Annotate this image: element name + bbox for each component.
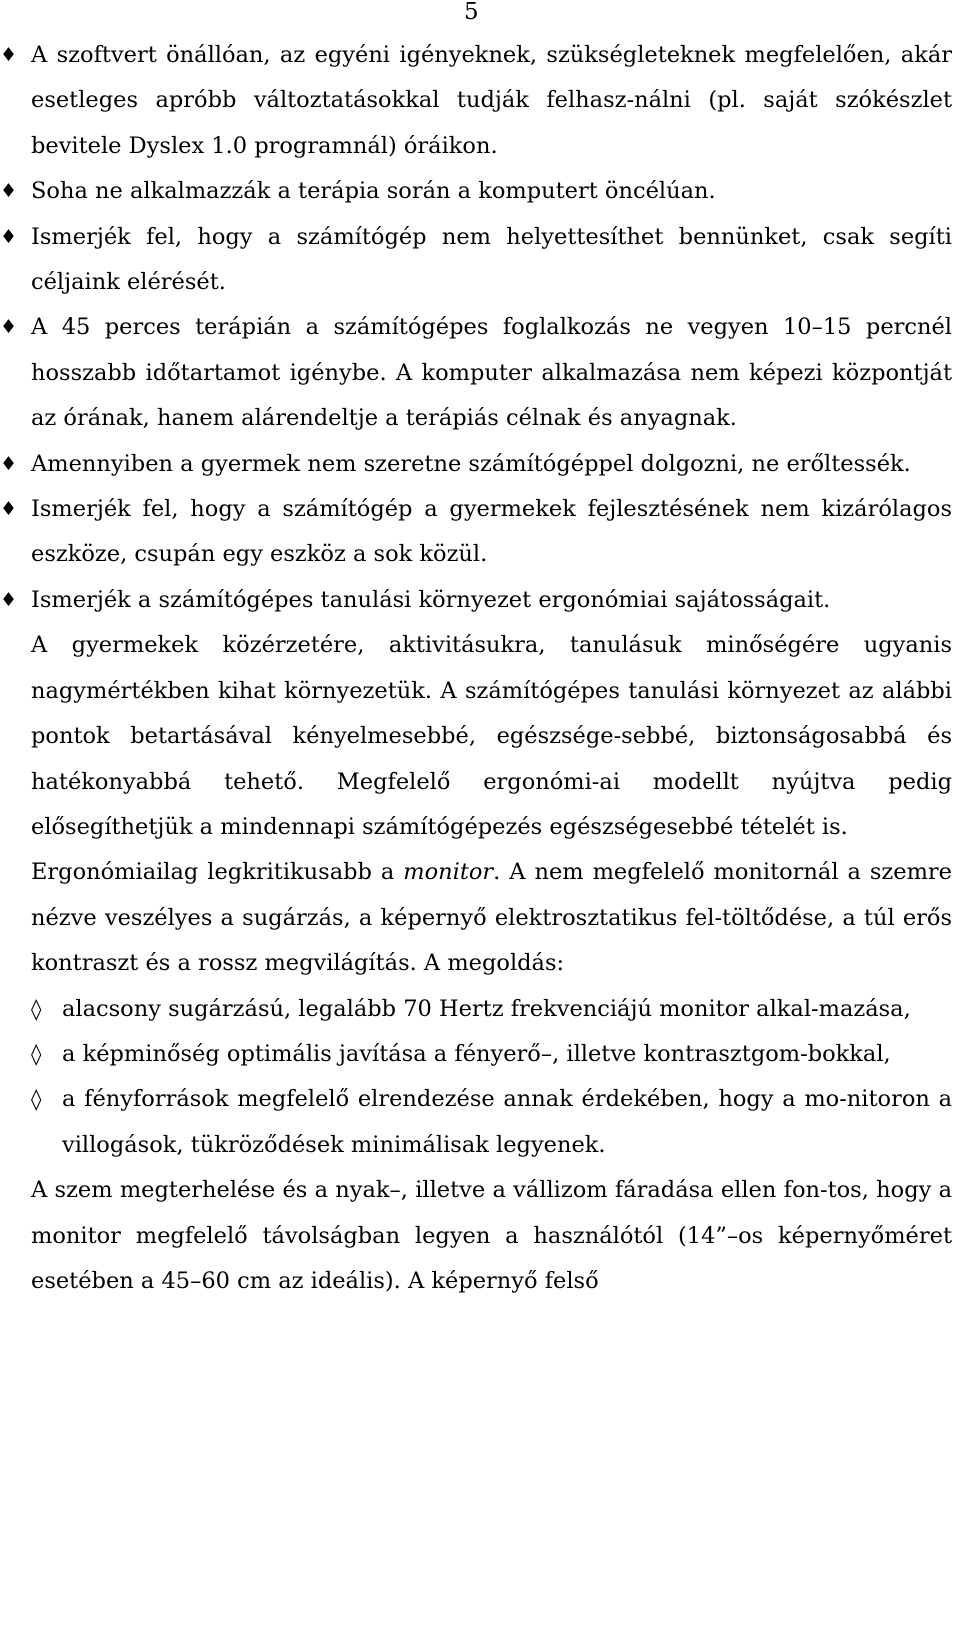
bullet-item: [0, 33, 952, 169]
white-diamond-icon: ◊: [31, 996, 42, 1021]
bullet-item: [0, 215, 952, 306]
solution-text: a képminőség optimális javítása a fényerő–, illetve kontrasztgom-bokkal,: [62, 1040, 891, 1067]
solution-item: [0, 987, 952, 1032]
document-body: [0, 33, 952, 1304]
white-diamond-icon: ◊: [31, 1041, 42, 1066]
solution-item: [0, 1032, 952, 1077]
bullet-text: A szoftvert önállóan, az egyéni igényeknek, szükségleteknek megfelelően, akár esetleges apróbb változtatásokkal tudják felhasz-nálni (pl. saját szókészlet bevitele Dyslex 1.0 programnál) óráikon.: [31, 42, 952, 159]
paragraph-monitor: [0, 850, 952, 986]
bullet-text: Ismerjék fel, hogy a számítógép a gyermekek fejlesztésének nem kizárólagos eszköze, csupán egy eszköz a sok közül.: [31, 496, 952, 568]
bullet-text: Ismerjék fel, hogy a számítógép nem helyettesíthet bennünket, csak segíti céljaink elérését.: [31, 223, 952, 296]
bullet-item: [0, 578, 952, 623]
bullet-text: Ismerjék a számítógépes tanulási környezet ergonómiai sajátosságait.: [31, 586, 831, 613]
solution-text: alacsony sugárzású, legalább 70 Hertz frekvenciájú monitor alkal-mazása,: [62, 995, 911, 1022]
black-diamond-icon: ♦: [0, 316, 18, 339]
paragraph-monitor-end: . A nem megfelelő monitornál a szemre nézve veszélyes a sugárzás, a képernyő elektrosztatikus fel-töltődése, a túl erős kontraszt és a rossz megvilágítás. A megoldás:: [31, 859, 952, 977]
page-number: 5: [464, 0, 479, 25]
monitor-emphasis: monitor: [403, 859, 494, 886]
bullet-text: Amennyiben a gyermek nem szeretne számítógéppel dolgozni, ne erőltessék.: [31, 450, 911, 477]
white-diamond-icon: ◊: [31, 1087, 42, 1112]
black-diamond-icon: ♦: [0, 452, 18, 475]
bullet-item: [0, 487, 952, 578]
black-diamond-icon: ♦: [0, 498, 18, 521]
bullet-text: Soha ne alkalmazzák a terápia során a komputert öncélúan.: [31, 178, 716, 205]
black-diamond-icon: ♦: [0, 225, 18, 248]
bullet-item: [0, 305, 952, 441]
bullet-text: A 45 perces terápián a számítógépes foglalkozás ne vegyen 10–15 percnél hosszabb időtartamot igénybe. A komputer alkalmazása nem képezi központját az órának, hanem alárendeltje a terápiás célnak és anyagnak.: [31, 314, 952, 432]
paragraph-ergonomics: A gyermekek közérzetére, aktivitásukra, tanulásuk minőségére ugyanis nagymértékben kihat környezetük. A számítógépes tanulási környezet az alábbi pontok betartásával kényelmesebbé, egészsége-sebbé, biztonságosabbá és hatékonyabbá tehető. Megfelelő ergonómi-ai modellt nyújtva pedig elősegíthetjük a mindennapi számítógépezés egészségesebbé tételét is.: [31, 632, 952, 840]
solution-text: a fényforrások megfelelő elrendezése annak érdekében, hogy a mo-nitoron a villogások, tükröződések minimálisak legyenek.: [62, 1086, 952, 1158]
black-diamond-icon: ♦: [0, 44, 18, 66]
black-diamond-icon: ♦: [0, 180, 18, 203]
black-diamond-icon: ♦: [0, 588, 18, 611]
bullet-item: [0, 169, 952, 214]
bullet-item: [0, 442, 952, 487]
solution-item: [0, 1077, 952, 1168]
paragraph-eye-strain: A szem megterhelése és a nyak–, illetve a vállizom fáradása ellen fon-tos, hogy a monitor megfelelő távolságban legyen a használótól (14”–os képernyőméret esetében a 45–60 cm az ideális). A képernyő felső: [31, 1177, 952, 1294]
paragraph-monitor-start: Ergonómiailag legkritikusabb a: [31, 859, 404, 886]
